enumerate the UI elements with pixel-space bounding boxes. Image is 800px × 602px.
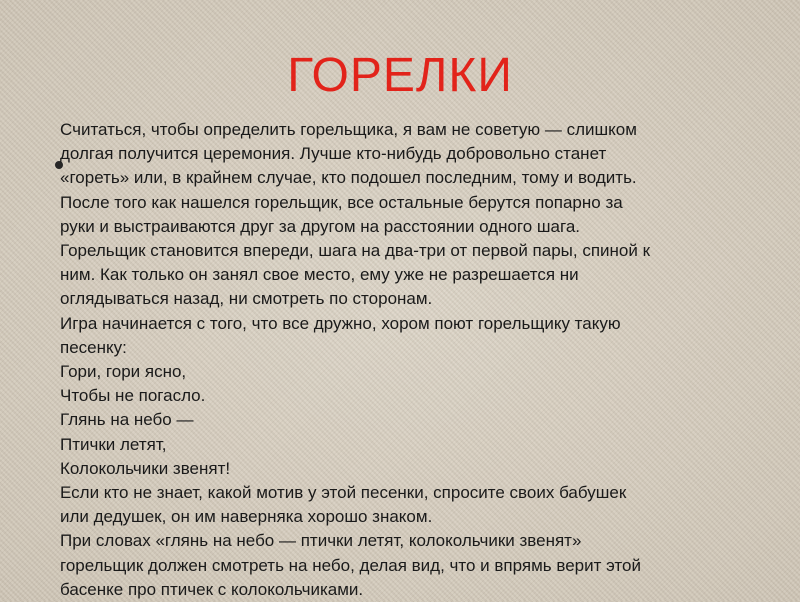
body-line: оглядываться назад, ни смотреть по сторонам. <box>60 289 433 309</box>
slide-title: ГОРЕЛКИ <box>287 49 513 102</box>
song-line: Птички летят, <box>60 434 167 454</box>
body-line: Считаться, чтобы определить горельщика, я вам не советую — слишком <box>60 120 637 139</box>
song-line: Колокольчики звенят! <box>60 458 231 478</box>
body-line: Горельщик становится впереди, шага на два-три от первой пары, спиной к <box>60 241 651 261</box>
body-line: Если кто не знает, какой мотив у этой песенки, спросите своих бабушек <box>60 483 627 503</box>
body-line: басенке про птичек с колокольчиками. <box>60 579 364 599</box>
body-line: горельщик должен смотреть на небо, делая вид, что и впрямь верит этой <box>60 555 641 575</box>
song-line: Гори, гори ясно, <box>60 362 187 382</box>
body-line: «гореть» или, в крайнем случае, кто подошел последним, тому и водить. <box>60 168 637 188</box>
body-line: При словах «глянь на небо — птички летят, колокольчики звенят» <box>60 531 582 551</box>
song-line: Чтобы не погасло. <box>60 386 206 406</box>
song-line: Глянь на небо — <box>60 410 194 430</box>
body-line: ним. Как только он занял свое место, ему уже не разрешается ни <box>60 265 579 285</box>
body-line: песенку: <box>60 337 127 357</box>
body-line: Игра начинается с того, что все дружно, хором поют горельщику такую <box>60 313 621 333</box>
body-line: После того как нашелся горельщик, все остальные берутся попарно за <box>60 192 623 212</box>
body-line: руки и выстраиваются друг за другом на расстоянии одного шага. <box>60 216 581 236</box>
body-line: долгая получится церемония. Лучше кто-нибудь добровольно станет <box>60 144 607 164</box>
slide-body-text <box>60 118 750 602</box>
body-line: или дедушек, он им наверняка хорошо знаком. <box>60 507 433 527</box>
